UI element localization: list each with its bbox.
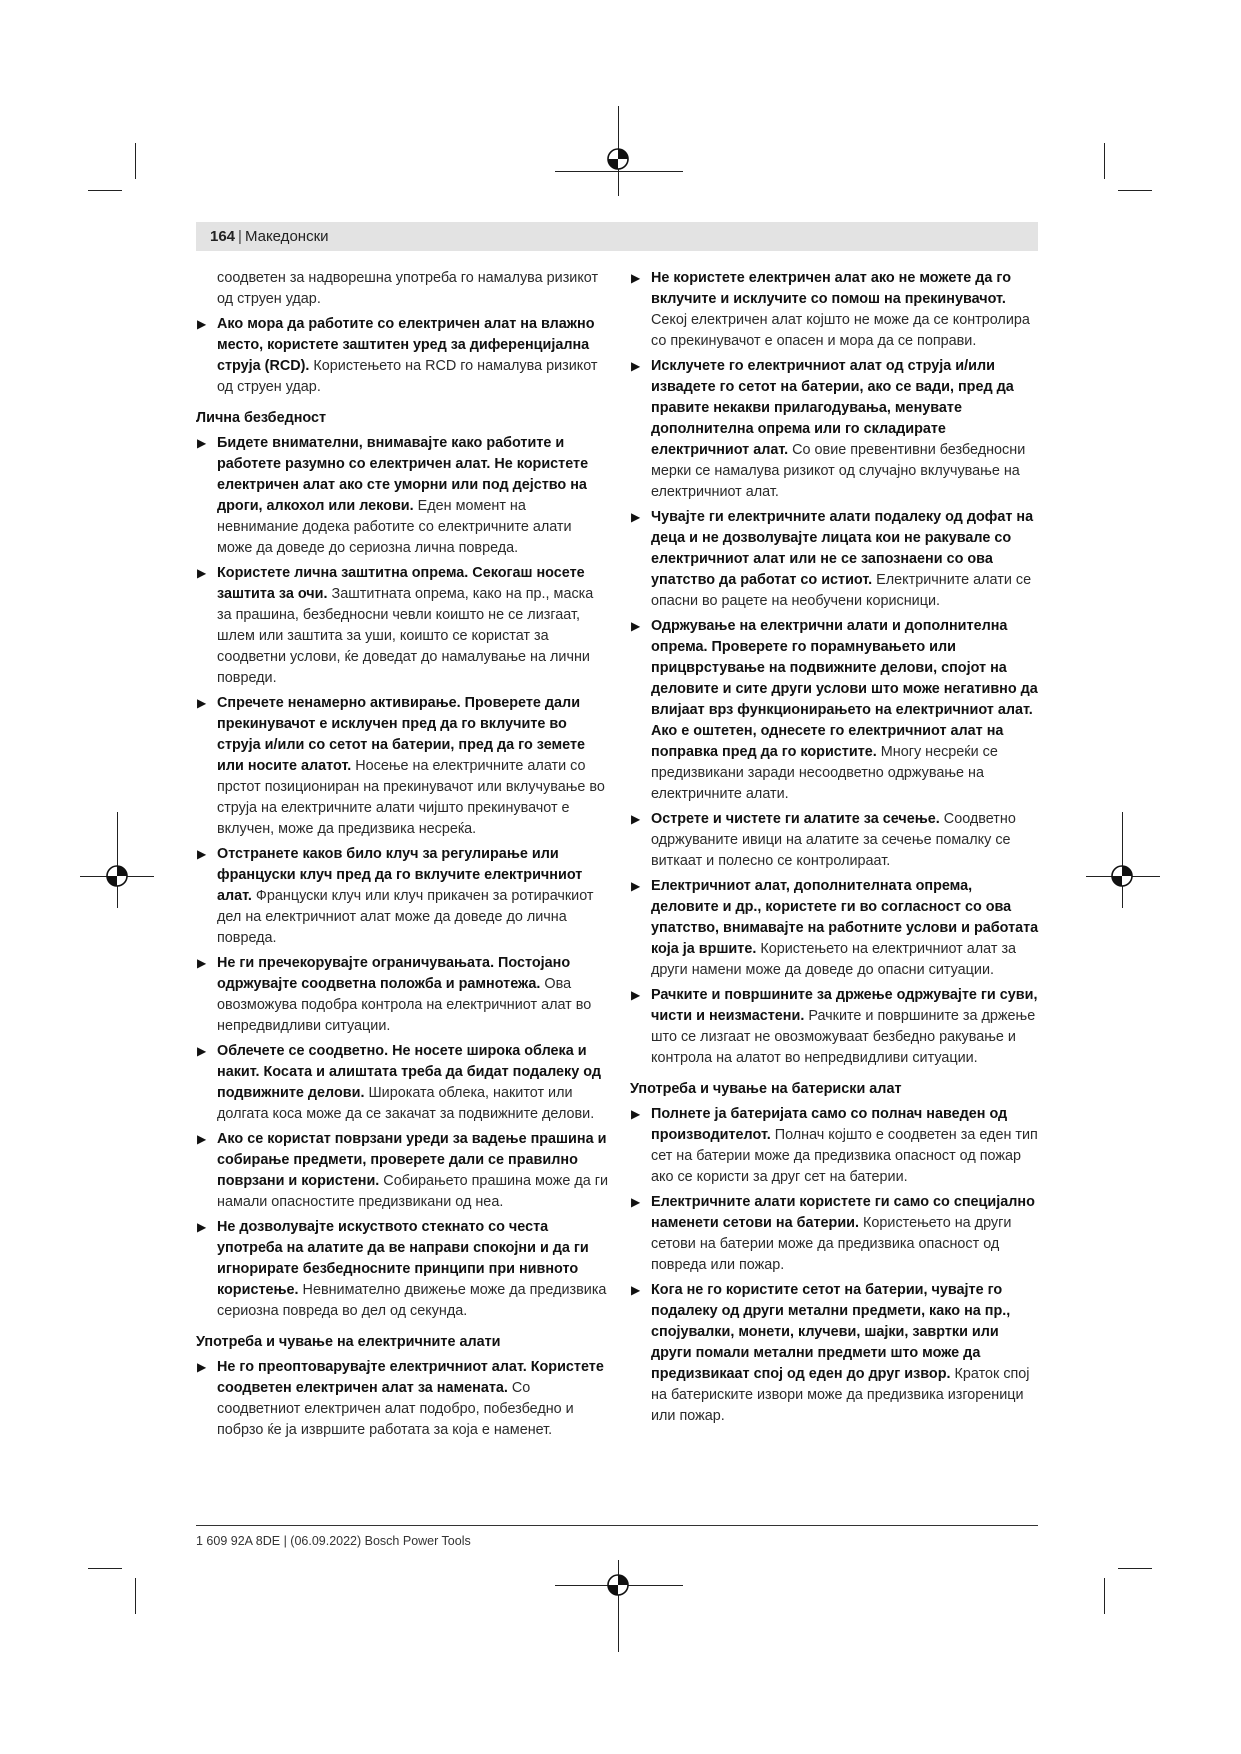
registration-target-icon [605,146,631,172]
bullet-body-text: Користењето на други сетови на батерии може да предизвика опасност од повреда или пожар. [651,1215,1012,1273]
bullet-item [196,563,610,689]
section-heading: Лична безбедност [196,410,327,426]
bullet-bold-text: Полнете ја батеријата само со полнач наведен од производителот. [651,1106,1008,1143]
bullet-item [196,693,610,840]
triangle-bullet-icon: ▶ [631,271,641,285]
bullet-body-text: Полнач којшто е соодветен за еден тип сет на батерии може да предизвика опасност од пожар ако се користи за друг сет на батерии. [651,1127,1038,1185]
bullet-item [196,433,610,559]
bullet-bold-text: Острете и чистете ги алатите за сечење. [651,811,940,827]
bullet-item [196,1217,610,1322]
bullet-body-text: Многу несреќи се предизвикани заради несоодветно одржување на електричните алати. [651,744,998,802]
bullet-body-text: Невнимателно движење може да предизвика сериозна повреда во дел од секунда. [217,1282,607,1319]
bullet-body-text: Со соодветниот електричен алат подобро, побезбедно и побрзо ќе ја извршите работата за која е наменет. [217,1380,574,1438]
bullet-body-text: Секој електричен алат којшто не може да се контролира со прекинувачот е опасен и мора да се поправи. [651,312,1030,349]
triangle-bullet-icon: ▶ [631,812,641,826]
bullet-item [630,507,1042,612]
bullet-item [196,1041,610,1125]
bullet-item [196,1129,610,1213]
bullet-bold-text: Не користете електричен алат ако не можете да го вклучите и исклучите со помош на прекинувачот. [651,270,1011,307]
bullet-body-text: Користењето на RCD го намалува ризикот од струен удар. [217,358,598,395]
bullet-bold-text: Кога не го користите сетот на батерии, чувајте го подалеку од други метални предмети, како на пр., спојувалки, монети, клучеви, шајки, завртки или други помали метални предмети што може да предизвикаат спој од еден до друг извор. [651,1282,1011,1382]
triangle-bullet-icon: ▶ [197,317,207,331]
registration-target-icon [1109,863,1135,889]
bullet-body-text: Користењето на електричниот алат за други намени може да доведе до опасни ситуации. [651,941,1017,978]
triangle-bullet-icon: ▶ [197,1220,207,1234]
bullet-item [630,268,1042,352]
header-language: Македонски [244,228,329,245]
bullet-bold-text: Не ги пречекорувајте ограничувањата. Постојано одржувајте соодветна положба и рамнотежа. [217,955,571,992]
bullet-bold-text: Рачките и површините за држење одржувајте ги суви, чисти и неизмастени. [651,987,1038,1024]
bullet-bold-text: Отстранете каков било клуч за регулирање или француски клуч пред да го вклучите електричниот алат. [217,846,583,904]
triangle-bullet-icon: ▶ [631,1107,641,1121]
bullet-body-text: Со овие превентивни безбедносни мерки се намалува ризикот од случајно вклучување на електричниот алат. [651,442,1026,500]
paragraph: соодветен за надворешна употреба го намалува ризикот од струен удар. [217,270,599,307]
triangle-bullet-icon: ▶ [197,1360,207,1374]
page-number: 164 [210,228,236,245]
triangle-bullet-icon: ▶ [197,436,207,450]
bullet-bold-text: Не го преоптоварувајте електричниот алат. Користете соодветен електричен алат за намената. [217,1359,604,1396]
bullet-bold-text: Спречете ненамерно активирање. Проверете дали прекинувачот е исклучен пред да го вклучите во струја и/или со сетот на батерии, пред да го земете или носите алатот. [217,695,586,774]
bullet-item [196,314,610,398]
bullet-item [630,616,1042,805]
bullet-body-text: Краток спој на батериските извори може да предизвика изгореници или пожар. [651,1366,1030,1424]
triangle-bullet-icon: ▶ [631,1283,641,1297]
triangle-bullet-icon: ▶ [197,1132,207,1146]
bullet-item [630,1280,1042,1427]
triangle-bullet-icon: ▶ [197,956,207,970]
bullet-item [196,1357,610,1441]
bullet-body-text: Рачките и површините за држење што се лизгаат не овозможуваат безбедно ракување и контрола на алатот во непредвидливи ситуации. [651,1008,1036,1066]
bullet-body-text: Носење на електричните алати со прстот позициониран на прекинувачот или вклучување во струја на електричните алати чијшто прекинувачот е вклучен, може да предизвика несреќа. [217,758,605,837]
bullet-item [630,356,1042,503]
triangle-bullet-icon: ▶ [631,879,641,893]
triangle-bullet-icon: ▶ [631,359,641,373]
bullet-body-text: Широката облека, накитот или долгата коса може да се закачат за подвижните делови. [217,1085,595,1122]
bullet-bold-text: Електричниот алат, дополнителната опрема, деловите и др., користете ги во согласност со ова упатство, внимавајте на работните услови и работата која ја вршите. [651,878,1039,957]
footer-text: 1 609 92A 8DE | (06.09.2022) Bosch Power Tools [196,1534,471,1548]
bullet-body-text: Соодветно одржуваните ивици на алатите за сечење помалку се виткаат и полесно се контролираат. [651,811,1016,869]
bullet-bold-text: Исклучете го електричниот алат од струја и/или извадете го сетот на батерии, ако се вади, пред да правите некакви прилагодувања, менувате дополнителна опрема или го складирате електричниот алат. [651,358,1014,458]
bullet-body-text: Француски клуч или клуч прикачен за ротирачкиот дел на електричниот алат може да доведе до лична повреда. [217,888,594,946]
bullet-body-text: Електричните алати се опасни во рацете на необучени корисници. [651,572,1032,609]
triangle-bullet-icon: ▶ [631,619,641,633]
page-header [196,222,1038,251]
triangle-bullet-icon: ▶ [197,1044,207,1058]
triangle-bullet-icon: ▶ [631,1195,641,1209]
bullet-body-text: Собирањето прашина може да ги намали опасностите предизвикани од неа. [217,1173,609,1210]
triangle-bullet-icon: ▶ [631,988,641,1002]
bullet-bold-text: Користете лична заштитна опрема. Секогаш носете заштита за очи. [217,565,585,602]
bullet-bold-text: Одржување на електрични алати и дополнителна опрема. Проверете го порамнувањето или прицврстување на подвижните делови, спојот на деловите и сите други услови што може негативно да влијаат врз функционирањето на електричниот алат. Ако е оштетен, однесете го електричниот алат на поправка пред да го користите. [651,618,1038,760]
bullet-bold-text: Електричните алати користете ги само со специјално наменети сетови на батерии. [651,1194,1035,1231]
triangle-bullet-icon: ▶ [197,696,207,710]
registration-target-icon [104,863,130,889]
triangle-bullet-icon: ▶ [197,847,207,861]
bullet-body-text: Еден момент на невнимание додека работите со електричните алати може да доведе до сериозна лична повреда. [217,498,572,556]
bullet-bold-text: Ако се користат поврзани уреди за вадење прашина и собирање предмети, проверете дали се правилно поврзани и користени. [217,1131,607,1189]
bullet-item [196,844,610,949]
header-separator: | [238,228,242,245]
section-heading: Употреба и чување на батериски алат [630,1081,902,1097]
bullet-item [630,1192,1042,1276]
section-heading: Употреба и чување на електричните алати [196,1334,501,1350]
bullet-bold-text: Ако мора да работите со електричен алат на влажно место, користете заштитен уред за диференцијална струја (RCD). [217,316,595,374]
bullet-item [196,953,610,1037]
triangle-bullet-icon: ▶ [631,510,641,524]
bullet-bold-text: Чувајте ги електричните алати подалеку од дофат на деца и не дозволувајте лицата кои не ракувале со електричниот алат или не се запознаени со ова упатство да работат со истиот. [651,509,1034,588]
triangle-bullet-icon: ▶ [197,566,207,580]
bullet-item [630,1104,1042,1188]
left-column [196,268,610,1445]
bullet-body-text: Ова овозможува подобра контрола на електричниот алат во непредвидливи ситуации. [217,976,592,1034]
bullet-item [630,876,1042,981]
right-column [630,268,1042,1431]
bullet-item [630,985,1042,1069]
registration-target-icon [605,1572,631,1598]
bullet-bold-text: Бидете внимателни, внимавајте како работите и работете разумно со електричен алат. Не користете електричен алат ако сте уморни или под дејство на дроги, алкохол или лекови. [217,435,589,514]
bullet-item [630,809,1042,872]
bullet-body-text: Заштитната опрема, како на пр., маска за прашина, безбедносни чевли коишто не се лизгаат, шлем или заштита за уши, коишто се користат за соодветни услови, ќе доведат до намалување на лични повреди. [217,586,594,686]
bullet-bold-text: Облечете се соодветно. Не носете широка облека и накит. Косата и алиштата треба да бидат подалеку од подвижните делови. [217,1043,601,1101]
bullet-bold-text: Не дозволувајте искуството стекнато со честа употреба на алатите да ве направи спокојни и да ги игнорирате безбедносните принципи при нивното користење. [217,1219,589,1298]
footer-rule [196,1525,1038,1526]
